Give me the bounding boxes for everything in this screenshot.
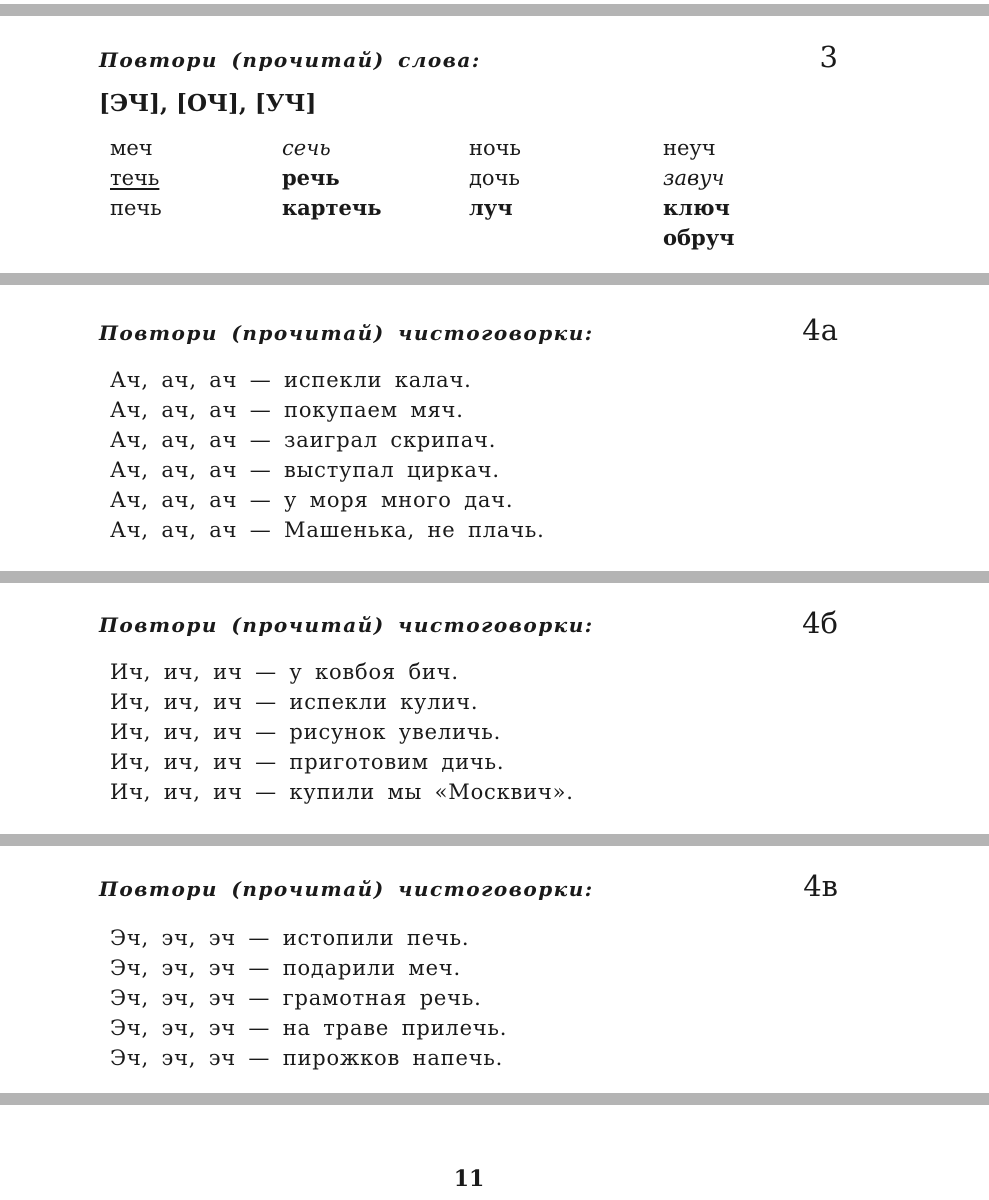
exercise-4v-number: 4в (803, 869, 838, 903)
word-bold: картечь (282, 195, 382, 220)
tongue-twister-line: Ач, ач, ач — покупаем мяч. (110, 398, 464, 422)
word: неуч (663, 136, 716, 160)
separator-bar (0, 571, 989, 583)
tongue-twister-line: Ач, ач, ач — выступал циркач. (110, 458, 500, 482)
tongue-twister-list (110, 923, 507, 1073)
tongue-twister-line: Ач, ач, ач — у моря много дач. (110, 488, 514, 512)
separator-bar (0, 834, 989, 846)
tongue-twister-line: Ич, ич, ич — испекли кулич. (110, 690, 479, 714)
exercise-3-heading: Повтори (прочитай) слова: (99, 48, 481, 72)
word-bold: луч (469, 195, 513, 220)
exercise-4a-number: 4а (802, 313, 838, 347)
word-italic: сечь (282, 136, 331, 160)
tongue-twister-line: Эч, эч, эч — на траве прилечь. (110, 1016, 508, 1040)
word-column-2 (282, 133, 462, 223)
tongue-twister-line: Эч, эч, эч — грамотная речь. (110, 986, 482, 1010)
word-italic: завуч (663, 166, 725, 190)
tongue-twister-list (110, 365, 545, 545)
separator-bar-top (0, 4, 989, 16)
word-bold: ключ (663, 195, 730, 220)
word-underlined: течь (110, 166, 160, 190)
word: меч (110, 136, 153, 160)
word: ночь (469, 136, 521, 160)
tongue-twister-line: Ич, ич, ич — приготовим дичь. (110, 750, 505, 774)
tongue-twister-line: Эч, эч, эч — подарили меч. (110, 956, 461, 980)
word-bold: речь (282, 165, 340, 190)
exercise-3-number: 3 (819, 40, 838, 74)
exercise-4a-heading: Повтори (прочитай) чистоговорки: (99, 321, 594, 345)
exercise-4b-number: 4б (802, 606, 838, 640)
separator-bar (0, 273, 989, 285)
tongue-twister-line: Ач, ач, ач — испекли калач. (110, 368, 472, 392)
word: дочь (469, 166, 520, 190)
sound-combinations: [ЭЧ], [ОЧ], [УЧ] (99, 90, 317, 117)
tongue-twister-line: Эч, эч, эч — истопили печь. (110, 926, 470, 950)
exercise-4b-heading: Повтори (прочитай) чистоговорки: (99, 613, 594, 637)
separator-bar-bottom (0, 1093, 989, 1105)
word-bold: обруч (663, 225, 735, 250)
tongue-twister-line: Эч, эч, эч — пирожков напечь. (110, 1046, 504, 1070)
page-number: 11 (453, 1166, 485, 1192)
tongue-twister-line: Ич, ич, ич — купили мы «Москвич». (110, 780, 574, 804)
tongue-twister-line: Ач, ач, ач — Машенька, не плачь. (110, 518, 545, 542)
tongue-twister-line: Ач, ач, ач — заиграл скрипач. (110, 428, 497, 452)
tongue-twister-line: Ич, ич, ич — у ковбоя бич. (110, 660, 459, 684)
word-column-1 (110, 133, 290, 223)
exercise-4v-heading: Повтори (прочитай) чистоговорки: (99, 877, 594, 901)
word-column-3 (469, 133, 649, 223)
word-column-4 (663, 133, 843, 253)
tongue-twister-list (110, 657, 574, 807)
tongue-twister-line: Ич, ич, ич — рисунок увеличь. (110, 720, 502, 744)
word: печь (110, 196, 162, 220)
